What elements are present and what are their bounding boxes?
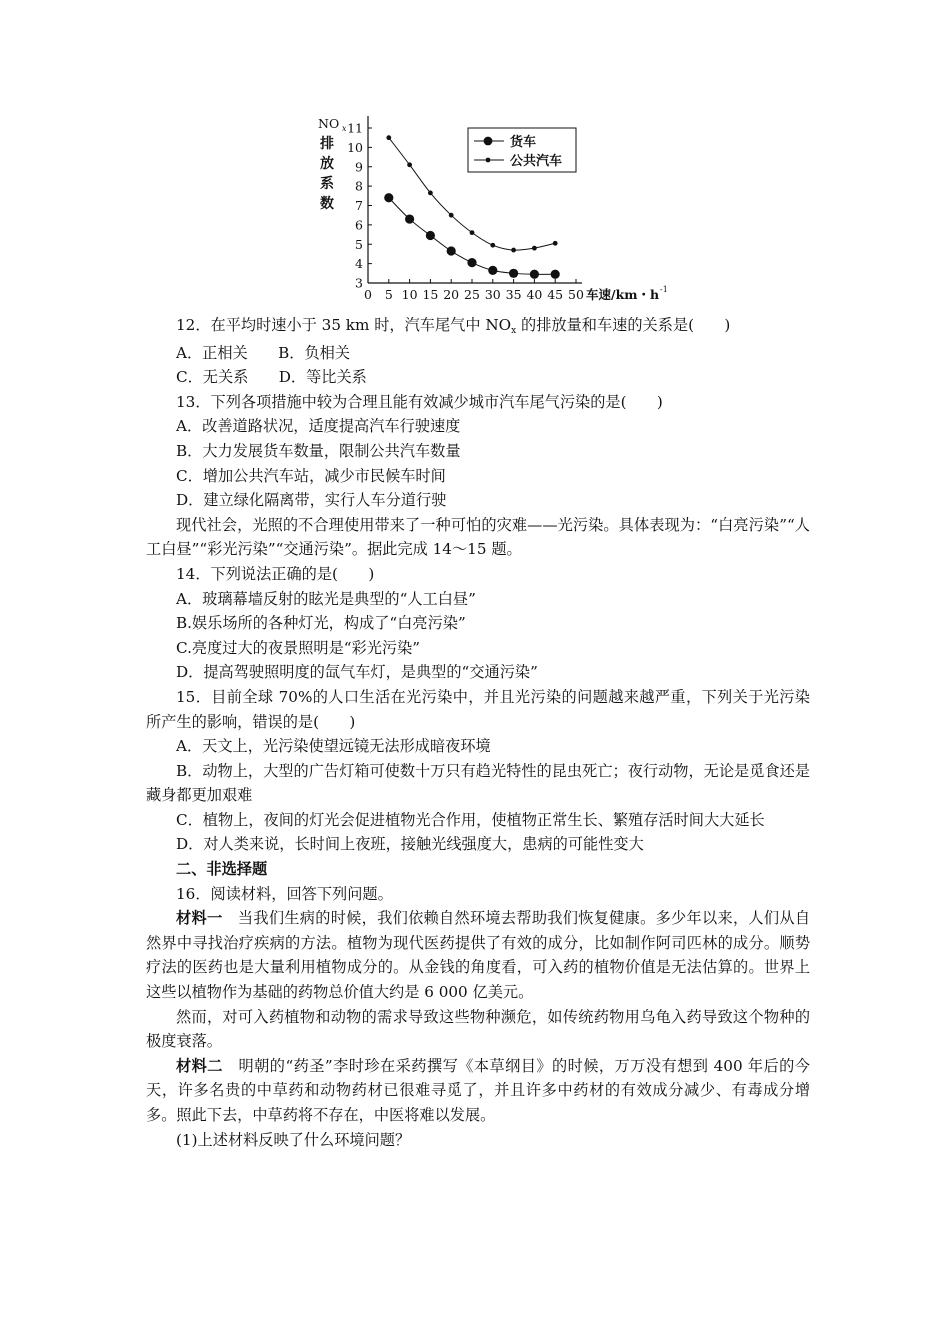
data-point-bus (407, 162, 412, 167)
y-axis-label-char: 数 (320, 196, 334, 212)
intro-14-15: 现代社会，光照的不合理使用带来了一种可怕的灾难——光污染。具体表现为：“白亮污染”“人工白昼”“彩光污染”“交通污染”。据此完成 14～15 题。 (146, 515, 810, 559)
y-tick-label: 7 (355, 198, 363, 213)
x-tick-label: 5 (384, 287, 393, 302)
material-1 (146, 906, 810, 1004)
data-point-truck (467, 258, 476, 267)
q12-options-ab: A．正相关 B．负相关 (176, 343, 351, 362)
y-tick-label: 11 (347, 120, 363, 136)
data-point-bus (511, 248, 516, 253)
material-1-continued: 然而，对可入药植物和动物的需求导致这些物种濒危，如传统药物用乌龟入药导致这个物种的极度衰落。 (146, 1007, 810, 1051)
data-point-bus (470, 230, 475, 235)
nox-chart-svg (300, 108, 680, 308)
data-point-truck (405, 214, 414, 223)
material-2-text: 明朝的“药圣”李时珍在采药撰写《本草纲目》的时候，万万没有想到 400 年后的今天，许多名贵的中草药和动物药材已很难寻觅了，并且许多中药材的有效成分减少、有毒成分增多。照此下去，中草药将不存在，中医将难以发展。 (146, 1056, 810, 1124)
y-tick-label: 10 (347, 139, 363, 155)
q13-stem: 13．下列各项措施中较为合理且能有效减少城市汽车尾气污染的是( ) (176, 392, 663, 411)
question-text (146, 313, 810, 1152)
x-tick-label: 25 (464, 287, 480, 302)
material-2 (146, 1054, 810, 1128)
q13-option-c: C．增加公共汽车站，减少市民候车时间 (176, 466, 446, 485)
x-axis-label-sup: -1 (660, 285, 668, 294)
material-2-label: 材料二 (176, 1056, 223, 1075)
data-point-bus (532, 246, 537, 251)
q15-option-a: A．天文上，光污染使望远镜无法形成暗夜环境 (176, 737, 491, 756)
x-tick-label: 50 (568, 287, 584, 302)
y-axis-label-char: 排 (320, 136, 334, 152)
y-tick-label: 9 (355, 159, 363, 175)
x-axis-label: 车速/km・h (586, 287, 660, 302)
x-tick-label: 30 (484, 287, 501, 302)
material-1-text: 当我们生病的时候，我们依赖自然环境去帮助我们恢复健康。多少年以来，人们从自然界中寻找治疗疾病的方法。植物为现代医药提供了有效的成分，比如制作阿司匹林的成分。顺势疗法的医药也是大量利用植物成分的。从金钱的角度看，可入药的植物价值是无法估算的。世界上这些以植物作为基础的药物总价值大约是 6 000 亿美元。 (146, 909, 811, 1002)
data-point-bus (553, 241, 558, 246)
data-point-truck (509, 269, 518, 278)
x-tick-label: 20 (443, 287, 460, 302)
y-tick-label: 4 (355, 256, 363, 272)
q14-stem: 14．下列说法正确的是( ) (176, 564, 375, 583)
x-tick-label: 45 (547, 287, 564, 302)
y-tick-label: 5 (355, 236, 363, 252)
y-axis-label-char: 放 (320, 156, 334, 172)
data-point-bus (490, 243, 495, 248)
legend-marker (486, 158, 491, 163)
y-axis-label-char: 系 (320, 176, 334, 192)
data-point-truck (551, 270, 560, 279)
y-tick-label: 8 (355, 178, 363, 194)
data-point-truck (447, 246, 456, 255)
q12-stem-a: 12．在平均时速小于 35 km 时，汽车尾气中 NO (176, 316, 512, 334)
x-tick-label: 0 (364, 287, 372, 302)
data-point-truck (530, 270, 539, 279)
q16-sub-question-1: (1)上述材料反映了什么环境问题？ (176, 1130, 411, 1149)
q15-option-c: C．植物上，夜间的灯光会促进植物光合作用，使植物正常生长、繁殖存活时间大大延长 (176, 810, 765, 829)
legend-marker (484, 137, 493, 146)
y-tick-label: 6 (355, 217, 363, 233)
q15-option-b: B．动物上，大型的广告灯箱可使数十万只有趋光特性的昆虫死亡；夜行动物，无论是觅食还是藏身都更加艰难 (146, 761, 810, 805)
data-point-truck (426, 231, 435, 240)
data-point-truck (384, 193, 393, 202)
q15-stem: 15．目前全球 70%的人口生活在光污染中，并且光污染的问题越来越严重，下列关于光污染所产生的影响，错误的是( ) (146, 687, 810, 731)
q12-stem-sub: x (511, 326, 517, 336)
y-tick-label: 3 (355, 275, 363, 291)
q12-stem (146, 313, 810, 341)
x-tick-label: 15 (422, 287, 439, 302)
q13-option-a: A．改善道路状况，适度提高汽车行驶速度 (176, 417, 461, 436)
data-point-bus (386, 135, 391, 140)
legend-label: 公共汽车 (510, 154, 563, 169)
section-2-title: 二、非选择题 (176, 860, 268, 879)
q13-option-d: D．建立绿化隔离带，实行人车分道行驶 (176, 491, 447, 510)
material-1-label: 材料一 (176, 909, 223, 928)
q12-options-cd: C．无关系 D．等比关系 (176, 368, 367, 387)
data-point-truck (488, 266, 497, 275)
legend-label: 货车 (510, 135, 537, 150)
q16-stem: 16．阅读材料，回答下列问题。 (176, 884, 393, 903)
data-point-bus (428, 191, 433, 196)
y-axis-label-top: NO (318, 116, 340, 131)
x-tick-label: 40 (526, 287, 543, 302)
x-tick-label: 35 (505, 287, 522, 302)
q13-option-b: B．大力发展货车数量，限制公共汽车数量 (176, 441, 461, 460)
q14-option-c: C.亮度过大的夜景照明是“彩光污染” (176, 638, 421, 657)
q15-option-d: D．对人类来说，长时间上夜班，接触光线强度大，患病的可能性变大 (176, 835, 644, 854)
data-point-bus (449, 213, 454, 218)
y-axis-label-sub: x (342, 124, 347, 133)
q12-stem-b: 的排放量和车速的关系是( ) (516, 316, 731, 334)
q14-option-d: D．提高驾驶照明度的氙气车灯，是典型的“交通污染” (176, 663, 538, 682)
q14-option-a: A．玻璃幕墙反射的眩光是典型的“人工白昼” (176, 589, 476, 608)
nox-chart (300, 108, 680, 308)
x-tick-label: 10 (401, 287, 418, 302)
q14-option-b: B.娱乐场所的各种灯光，构成了“白亮污染” (176, 614, 466, 633)
